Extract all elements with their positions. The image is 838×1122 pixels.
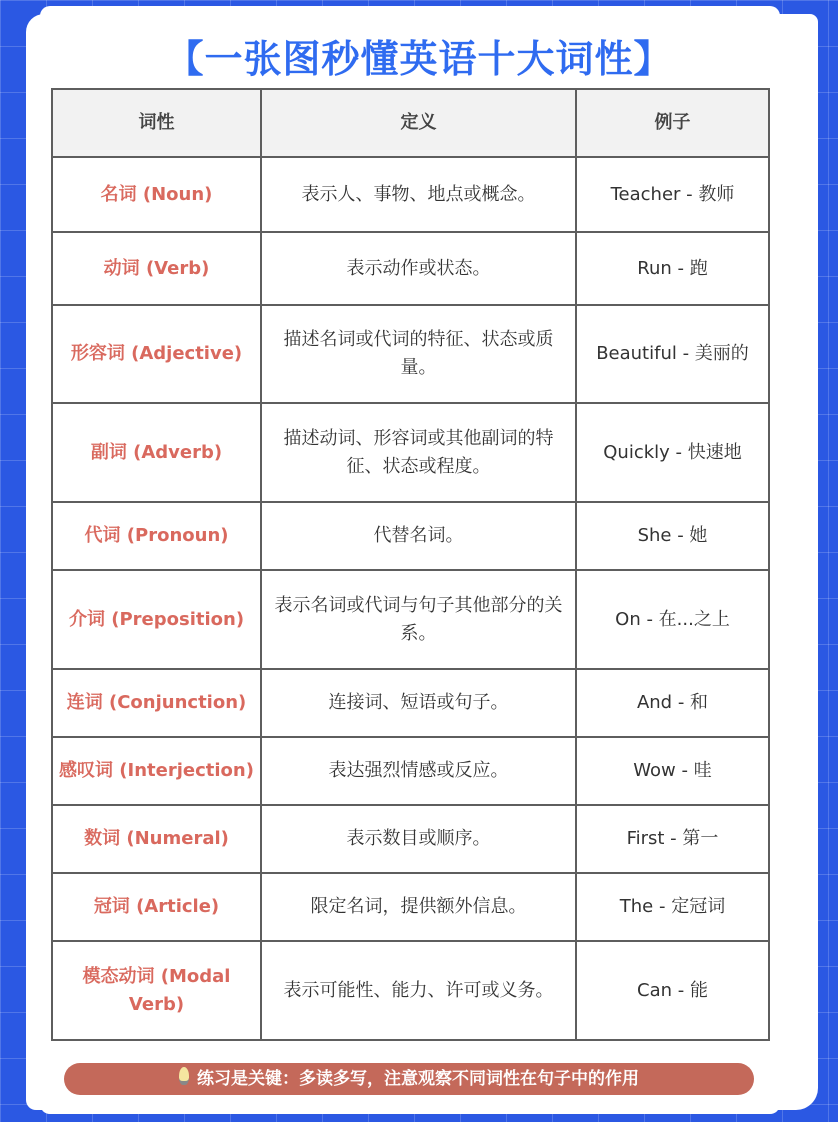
term-cell: 形容词 (Adjective) (52, 305, 261, 403)
table-row (52, 232, 769, 305)
table-row (52, 403, 769, 502)
example-cell: Can - 能 (576, 941, 769, 1040)
term-cell: 介词 (Preposition) (52, 570, 261, 669)
term-cell: 动词 (Verb) (52, 232, 261, 305)
example-cell: She - 她 (576, 502, 769, 570)
example-cell: On - 在...之上 (576, 570, 769, 669)
page-title: 【一张图秒懂英语十大词性】 (165, 37, 673, 81)
example-cell: Beautiful - 美丽的 (576, 305, 769, 403)
term-cell: 代词 (Pronoun) (52, 502, 261, 570)
table-row (52, 570, 769, 669)
table-row (52, 805, 769, 873)
example-cell: Wow - 哇 (576, 737, 769, 805)
definition-cell: 代替名词。 (261, 502, 576, 570)
table-row (52, 157, 769, 232)
tip-banner (64, 1063, 754, 1095)
table-row (52, 941, 769, 1040)
table-row (52, 502, 769, 570)
header-term: 词性 (52, 89, 261, 157)
lightbulb-icon (179, 1067, 189, 1085)
term-cell: 连词 (Conjunction) (52, 669, 261, 737)
example-cell: And - 和 (576, 669, 769, 737)
definition-cell: 描述动词、形容词或其他副词的特征、状态或程度。 (261, 403, 576, 502)
definition-cell: 表达强烈情感或反应。 (261, 737, 576, 805)
term-cell: 名词 (Noun) (52, 157, 261, 232)
example-cell: Teacher - 教师 (576, 157, 769, 232)
term-cell: 冠词 (Article) (52, 873, 261, 941)
definition-cell: 表示人、事物、地点或概念。 (261, 157, 576, 232)
definition-cell: 表示数目或顺序。 (261, 805, 576, 873)
term-cell: 感叹词 (Interjection) (52, 737, 261, 805)
example-cell: First - 第一 (576, 805, 769, 873)
term-cell: 模态动词 (Modal Verb) (52, 941, 261, 1040)
table-row (52, 873, 769, 941)
table-row (52, 305, 769, 403)
definition-cell: 连接词、短语或句子。 (261, 669, 576, 737)
term-cell: 副词 (Adverb) (52, 403, 261, 502)
header-definition: 定义 (261, 89, 576, 157)
definition-cell: 表示动作或状态。 (261, 232, 576, 305)
table-row (52, 669, 769, 737)
table-row (52, 737, 769, 805)
parts-of-speech-table (51, 88, 770, 1041)
example-cell: Run - 跑 (576, 232, 769, 305)
example-cell: The - 定冠词 (576, 873, 769, 941)
definition-cell: 描述名词或代词的特征、状态或质量。 (261, 305, 576, 403)
example-cell: Quickly - 快速地 (576, 403, 769, 502)
table-header-row (52, 89, 769, 157)
definition-cell: 表示名词或代词与句子其他部分的关系。 (261, 570, 576, 669)
term-cell: 数词 (Numeral) (52, 805, 261, 873)
definition-cell: 限定名词，提供额外信息。 (261, 873, 576, 941)
definition-cell: 表示可能性、能力、许可或义务。 (261, 941, 576, 1040)
header-example: 例子 (576, 89, 769, 157)
tip-text: 练习是关键：多读多写，注意观察不同词性在句子中的作用 (197, 1069, 639, 1089)
